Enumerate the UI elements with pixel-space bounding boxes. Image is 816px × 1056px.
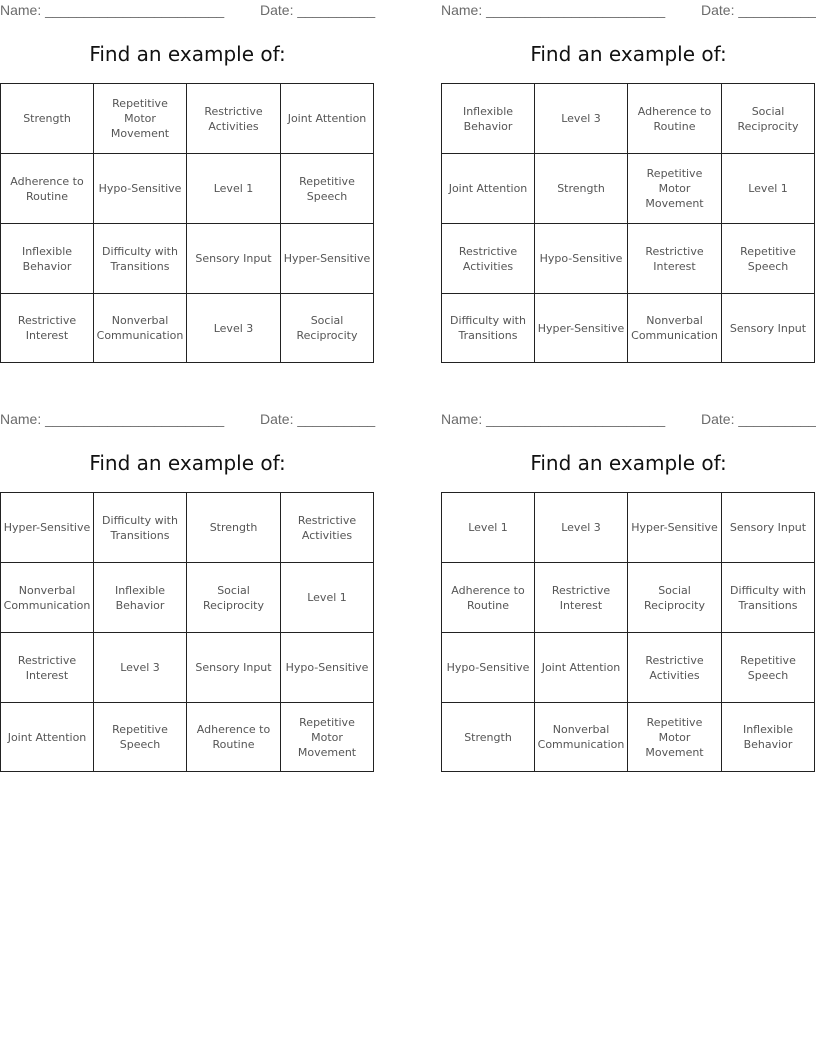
bingo-cell[interactable]: Repetitive Motor Movement — [281, 703, 374, 772]
bingo-cell[interactable]: Nonverbal Communication — [94, 294, 187, 363]
header-line — [441, 409, 816, 429]
bingo-cell[interactable]: Level 1 — [187, 154, 281, 224]
bingo-cell[interactable]: Inflexible Behavior — [94, 563, 187, 633]
header-line — [441, 0, 816, 20]
bingo-cell[interactable]: Repetitive Speech — [94, 703, 187, 772]
bingo-cell[interactable]: Level 1 — [281, 563, 374, 633]
bingo-cell[interactable]: Sensory Input — [187, 224, 281, 294]
bingo-cell[interactable]: Adherence to Routine — [628, 84, 722, 154]
bingo-cell[interactable]: Level 3 — [187, 294, 281, 363]
bingo-cell[interactable]: Level 3 — [535, 84, 628, 154]
name-field[interactable]: Name: _______________________ — [441, 411, 666, 427]
bingo-cell[interactable]: Hyper-Sensitive — [535, 294, 628, 363]
bingo-cell[interactable]: Hypo-Sensitive — [442, 633, 535, 703]
bingo-cell[interactable]: Sensory Input — [722, 493, 815, 563]
name-field[interactable]: Name: _______________________ — [441, 2, 666, 18]
bingo-cell[interactable]: Difficulty with Transitions — [94, 224, 187, 294]
bingo-cell[interactable]: Joint Attention — [535, 633, 628, 703]
bingo-cell[interactable]: Sensory Input — [722, 294, 815, 363]
header-line — [0, 409, 375, 429]
name-field[interactable]: Name: _______________________ — [0, 2, 225, 18]
bingo-cell[interactable]: Inflexible Behavior — [1, 224, 94, 294]
bingo-cell[interactable]: Restrictive Activities — [187, 84, 281, 154]
bingo-card-3 — [0, 409, 375, 774]
bingo-cell[interactable]: Difficulty with Transitions — [94, 493, 187, 563]
card-title: Find an example of: — [530, 42, 727, 66]
bingo-cell[interactable]: Inflexible Behavior — [442, 84, 535, 154]
bingo-cell[interactable]: Repetitive Motor Movement — [94, 84, 187, 154]
bingo-cell[interactable]: Inflexible Behavior — [722, 703, 815, 772]
bingo-cell[interactable]: Difficulty with Transitions — [442, 294, 535, 363]
card-title: Find an example of: — [530, 451, 727, 475]
bingo-cell[interactable]: Restrictive Interest — [1, 633, 94, 703]
bingo-cell[interactable]: Repetitive Motor Movement — [628, 154, 722, 224]
bingo-cell[interactable]: Restrictive Interest — [1, 294, 94, 363]
bingo-cell[interactable]: Restrictive Activities — [281, 493, 374, 563]
bingo-cell[interactable]: Joint Attention — [1, 703, 94, 772]
name-field[interactable]: Name: _______________________ — [0, 411, 225, 427]
bingo-cell[interactable]: Level 3 — [535, 493, 628, 563]
bingo-cell[interactable]: Social Reciprocity — [722, 84, 815, 154]
date-field[interactable]: Date: __________ — [701, 2, 816, 18]
bingo-cell[interactable]: Hypo-Sensitive — [535, 224, 628, 294]
bingo-card-1 — [0, 0, 375, 365]
bingo-cell[interactable]: Adherence to Routine — [1, 154, 94, 224]
bingo-cell[interactable]: Adherence to Routine — [442, 563, 535, 633]
date-field[interactable]: Date: __________ — [701, 411, 816, 427]
bingo-cell[interactable]: Restrictive Activities — [442, 224, 535, 294]
bingo-cell[interactable]: Adherence to Routine — [187, 703, 281, 772]
bingo-cell[interactable]: Restrictive Interest — [535, 563, 628, 633]
bingo-cell[interactable]: Sensory Input — [187, 633, 281, 703]
bingo-cell[interactable]: Social Reciprocity — [628, 563, 722, 633]
bingo-grid — [0, 83, 374, 363]
bingo-cell[interactable]: Repetitive Speech — [722, 633, 815, 703]
bingo-grid — [441, 492, 815, 772]
bingo-cell[interactable]: Hypo-Sensitive — [94, 154, 187, 224]
card-title: Find an example of: — [89, 42, 286, 66]
bingo-card-2 — [441, 0, 816, 365]
bingo-cell[interactable]: Restrictive Interest — [628, 224, 722, 294]
bingo-cell[interactable]: Restrictive Activities — [628, 633, 722, 703]
bingo-cell[interactable]: Joint Attention — [281, 84, 374, 154]
bingo-cell[interactable]: Strength — [187, 493, 281, 563]
bingo-cell[interactable]: Strength — [442, 703, 535, 772]
bingo-cell[interactable]: Nonverbal Communication — [535, 703, 628, 772]
bingo-cell[interactable]: Hyper-Sensitive — [628, 493, 722, 563]
bingo-cell[interactable]: Nonverbal Communication — [628, 294, 722, 363]
bingo-cell[interactable]: Joint Attention — [442, 154, 535, 224]
bingo-cell[interactable]: Repetitive Speech — [281, 154, 374, 224]
bingo-cell[interactable]: Difficulty with Transitions — [722, 563, 815, 633]
bingo-cell[interactable]: Level 1 — [722, 154, 815, 224]
date-field[interactable]: Date: __________ — [260, 2, 376, 18]
bingo-cell[interactable]: Social Reciprocity — [187, 563, 281, 633]
bingo-cell[interactable]: Strength — [535, 154, 628, 224]
bingo-cell[interactable]: Hyper-Sensitive — [1, 493, 94, 563]
bingo-cell[interactable]: Strength — [1, 84, 94, 154]
bingo-cell[interactable]: Hypo-Sensitive — [281, 633, 374, 703]
bingo-cell[interactable]: Repetitive Speech — [722, 224, 815, 294]
bingo-grid — [441, 83, 815, 363]
bingo-cell[interactable]: Social Reciprocity — [281, 294, 374, 363]
header-line — [0, 0, 375, 20]
bingo-cell[interactable]: Repetitive Motor Movement — [628, 703, 722, 772]
bingo-cell[interactable]: Level 3 — [94, 633, 187, 703]
bingo-cell[interactable]: Level 1 — [442, 493, 535, 563]
bingo-cell[interactable]: Hyper-Sensitive — [281, 224, 374, 294]
bingo-grid — [0, 492, 374, 772]
card-title: Find an example of: — [89, 451, 286, 475]
bingo-cell[interactable]: Nonverbal Communication — [1, 563, 94, 633]
date-field[interactable]: Date: __________ — [260, 411, 376, 427]
bingo-card-4 — [441, 409, 816, 774]
